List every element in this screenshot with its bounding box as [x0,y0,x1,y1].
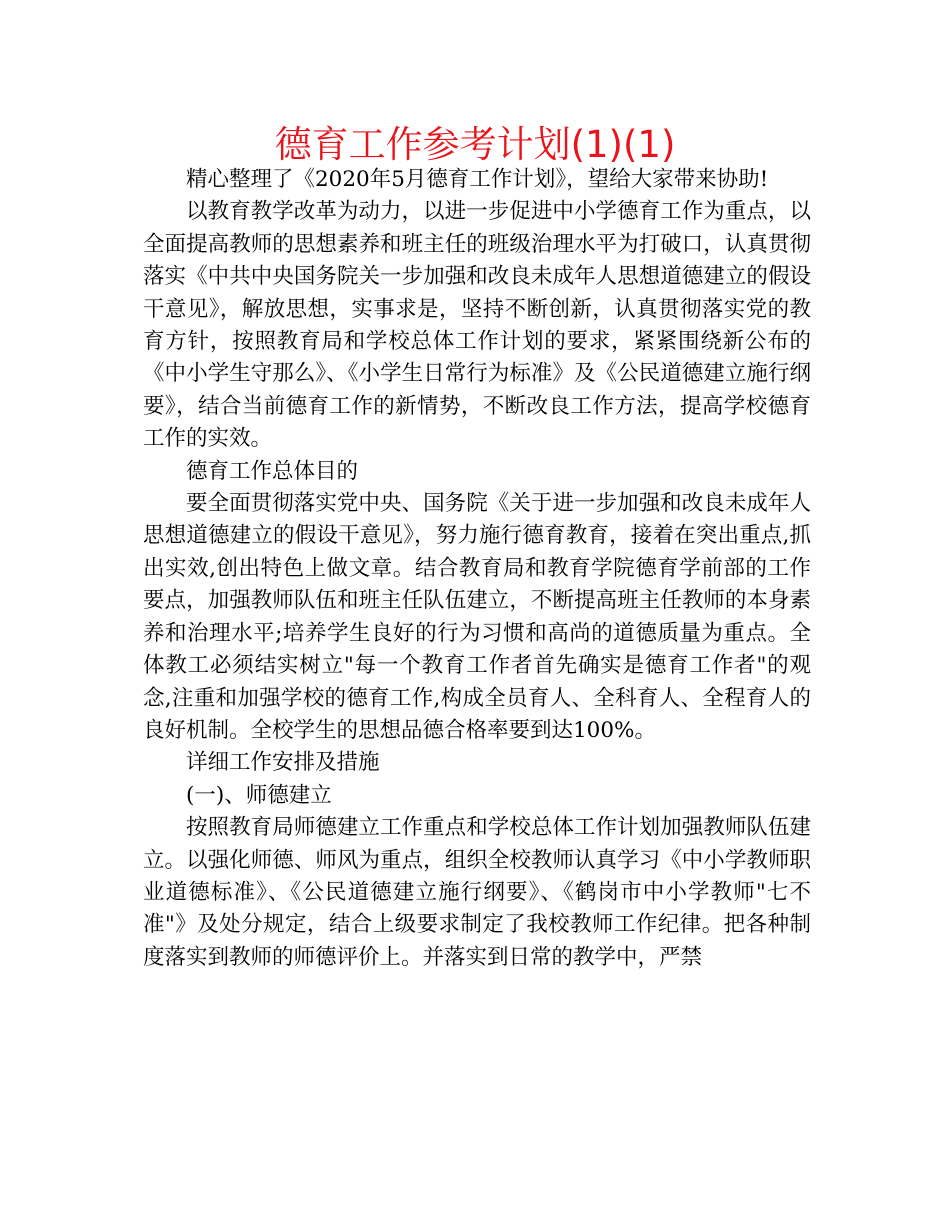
document-title: 德育工作参考计划(1)(1) [274,123,676,166]
heading-overall-goal: 德育工作总体目的 [186,458,359,484]
paragraph-overview: 以教育教学改革为动力，以进一步促进中小学德育工作为重点，以全面提高教师的思想素养和班主任的班级治理水平为打破口，认真贯彻落实《中共中央国务院关一步加强和改良未成年人思想道德建立的假设干意见》，解放思想，实事求是，坚持不断创新，认真贯彻落实党的教育方针，按照教育局和学校总体工作计划的要求，紧紧围绕新公布的《中小学生守那么》、《小学生日常行为标准》及《公民道德建立施行纲要》，结合当前德育工作的新情势，不断改良工作方法，提高学校德育工作的实效。 [143,199,811,452]
document-body [143,164,811,974]
paragraph-teacher-ethics: 按照教育局师德建立工作重点和学校总体工作计划加强教师队伍建立。以强化师德、师风为重点，组织全校教师认真学习《中小学教师职业道德标准》、《公民道德建立施行纲要》、《鹤岗市中小学教师"七不准"》及处分规定，结合上级要求制定了我校教师工作纪律。把各种制度落实到教师的师德评价上。并落实到日常的教学中，严禁 [143,815,811,970]
heading-teacher-ethics: (一)、师德建立 [186,782,332,808]
heading-work-arrangement: 详细工作安排及措施 [186,750,380,776]
paragraph-goal: 要全面贯彻落实党中央、国务院《关于进一步加强和改良未成年人思想道德建立的假设干意见》，努力施行德育教育，接着在突出重点,抓出实效,创出特色上做文章。结合教育局和教育学院德育学前部的工作要点，加强教师队伍和班主任队伍建立，不断提高班主任教师的本身素养和治理水平;培养学生良好的行为习惯和高尚的道德质量为重点。全体教工必须结实树立"每一个教育工作者首先确实是德育工作者"的观念,注重和加强学校的德育工作,构成全员育人、全科育人、全程育人的良好机制。全校学生的思想品德合格率要到达100%。 [143,491,811,743]
paragraph-intro: 精心整理了《2020年5月德育工作计划》，望给大家带来协助! [186,167,769,192]
